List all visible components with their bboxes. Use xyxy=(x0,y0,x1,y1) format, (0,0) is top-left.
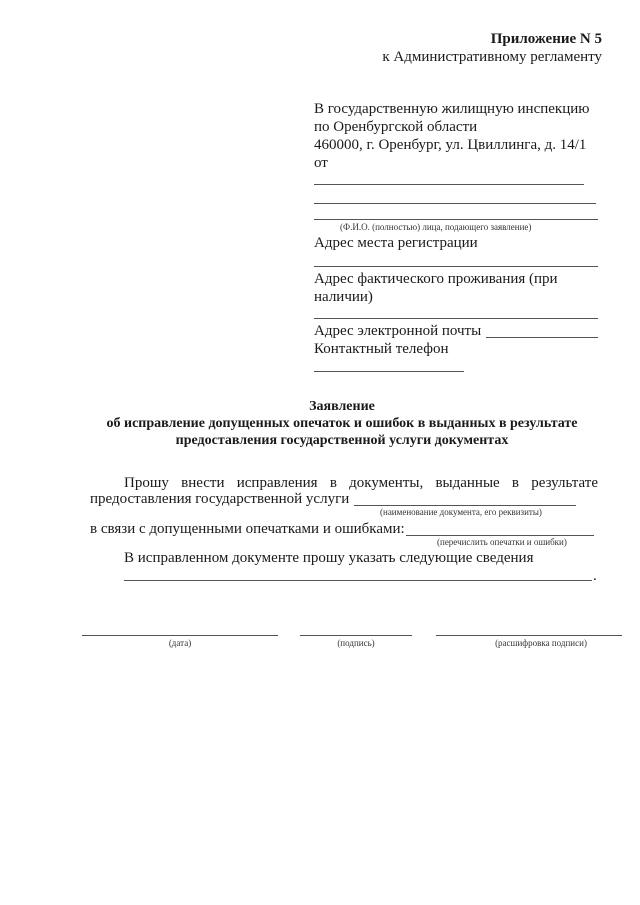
date-input-line[interactable] xyxy=(82,635,278,636)
reg-address-input-line[interactable] xyxy=(314,266,598,267)
reg-address-label: Адрес места регистрации xyxy=(314,235,478,251)
reason-line: в связи с допущенными опечатками и ошибками: xyxy=(90,521,405,537)
appendix-title: Приложение N 5 xyxy=(490,31,602,47)
errors-input-line[interactable] xyxy=(406,535,594,536)
corrected-info-line: В исправленном документе прошу указать следующие сведения xyxy=(124,550,534,566)
actual-address-label-1: Адрес фактического проживания (при xyxy=(314,271,558,287)
date-caption: (дата) xyxy=(168,638,192,648)
request-paragraph-line-1: Прошу внести исправления в документы, выданные в результате xyxy=(124,475,598,491)
signature-input-line[interactable] xyxy=(300,635,412,636)
appendix-subtitle: к Административному регламенту xyxy=(382,49,602,65)
corrected-info-input-line[interactable] xyxy=(124,580,592,581)
phone-label: Контактный телефон xyxy=(314,341,449,357)
fio-input-line-1[interactable] xyxy=(314,184,584,185)
errors-caption: (перечислить опечатки и ошибки) xyxy=(437,537,567,547)
phone-input-line[interactable] xyxy=(314,371,464,372)
addressee-line-2: по Оренбургской области xyxy=(314,119,478,135)
addressee-line-3: 460000, г. Оренбург, ул. Цвиллинга, д. 14/1 xyxy=(314,137,587,153)
actual-address-input-line[interactable] xyxy=(314,318,598,319)
document-name-caption: (наименование документа, его реквизиты) xyxy=(380,507,542,517)
signature-decode-caption: (расшифровка подписи) xyxy=(495,638,587,648)
addressee-from: от xyxy=(314,155,328,171)
signature-caption: (подпись) xyxy=(337,638,375,648)
fio-input-line-2[interactable] xyxy=(314,203,596,204)
document-name-input-line[interactable] xyxy=(354,505,576,506)
addressee-line-1: В государственную жилищную инспекцию xyxy=(314,101,590,117)
request-paragraph-line-2: предоставления государственной услуги xyxy=(90,491,350,507)
actual-address-label-2: наличии) xyxy=(314,289,373,305)
fio-input-line-3[interactable] xyxy=(314,219,598,220)
document-subject-line-2: предоставления государственной услуги документах xyxy=(175,433,509,448)
fio-caption: (Ф.И.О. (полностью) лица, подающего заявление) xyxy=(340,222,532,232)
corrected-info-period: . xyxy=(593,568,597,584)
signature-decode-input-line[interactable] xyxy=(436,635,622,636)
document-subject-line-1: об исправление допущенных опечаток и ошибок в выданных в результате xyxy=(106,416,578,431)
email-input-line[interactable] xyxy=(486,337,598,338)
email-label: Адрес электронной почты xyxy=(314,323,482,339)
document-title: Заявление xyxy=(309,399,375,414)
